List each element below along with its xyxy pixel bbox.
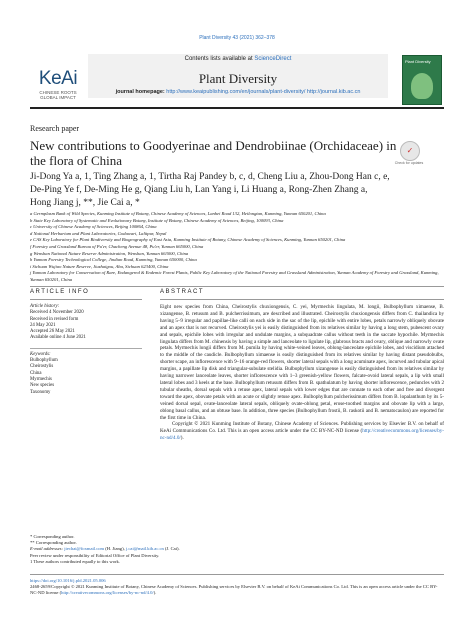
email-owner: (H. Jiang), xyxy=(104,546,126,552)
history-entry: Received 4 November 2020 xyxy=(30,310,84,316)
keyword: Taxonomy xyxy=(30,389,51,395)
abstract-rule xyxy=(160,299,444,300)
keyword: China xyxy=(30,370,42,376)
rights-text: 2468-2659/Copyright © 2021 Kunming Institute of Botany, Chinese Academy of Sciences. Publishing services by Elsevier B.V. on behalf of KeAi Communications Co. Ltd. This is an open access article under the CC BY-NC-ND license ( xyxy=(30,584,438,596)
email-link[interactable]: jiechai@foxmail.com xyxy=(64,546,105,552)
history-entry: Available online 4 June 2021 xyxy=(30,335,86,341)
keyword: Myrmechis xyxy=(30,376,52,382)
affiliation-list xyxy=(30,211,444,284)
journal-homepage xyxy=(88,89,388,95)
check-for-updates-label[interactable]: Check for updates xyxy=(394,161,424,165)
journal-title: Plant Diversity xyxy=(198,71,278,86)
abstract-heading: ABSTRACT xyxy=(160,289,205,295)
doi-link[interactable]: https://doi.org/10.1016/j.pld.2021.05.006 xyxy=(30,578,106,583)
peer-review-note: Peer review under responsibility of Editorial Office of Plant Diversity. xyxy=(30,552,160,558)
affiliation: a Germplasm Bank of Wild Species, Kunming Institute of Botany, Chinese Academy of Sciences, Lanhei Road 132, Heilongtan, Kunming, Yunnan 650201, China xyxy=(30,211,326,216)
history-entry: Accepted 26 May 2021 xyxy=(30,329,75,335)
keyword: Bulbophyllum xyxy=(30,358,58,364)
abstract-copyright xyxy=(160,421,444,442)
license-link[interactable]: http://creativecommons.org/licenses/by-nc-nd/4.0/ xyxy=(160,428,444,442)
email-owner: (J. Cai). xyxy=(163,546,180,552)
logo-word: KeAi xyxy=(38,68,78,89)
cover-plant-graphic xyxy=(411,73,433,99)
check-for-updates-icon[interactable]: ✓ xyxy=(400,141,420,161)
rights-end: ). xyxy=(153,590,157,596)
homepage-urls[interactable]: http://www.keaipublishing.com/en/journals/plant-diversity/ http://journal.kib.ac.cn xyxy=(166,89,361,95)
history-label: Article history: xyxy=(30,304,60,309)
affiliation: b State Key Laboratory of Systematic and Evolutionary Botany, Institute of Botany, Chinese Academy of Sciences, Beijing, 100093, China xyxy=(30,217,284,223)
header-rule xyxy=(30,107,444,109)
keywords-label: Keywords: xyxy=(30,351,51,357)
corresponding-author-note: * Corresponding author. xyxy=(30,534,75,539)
affiliation: i Sichuan Wujiao Nature Reserve, Jiuzhaigou, Aba, Sichuan 623400, China xyxy=(30,263,169,269)
article-title: New contributions to Goodyerinae and Dendrobiinae (Orchidaceae) in the flora of China xyxy=(30,138,397,168)
affiliation: d National Herbarium and Plant Laboratories, Godawari, Lalitpur, Nepal xyxy=(30,230,167,236)
article-info-heading: ARTICLE INFO xyxy=(30,289,90,295)
contents-list-line xyxy=(88,56,388,62)
homepage-label: journal homepage: xyxy=(115,89,165,95)
affiliation: e CAS Key Laboratory for Plant Biodiversity and Biogeography of East Asia, Kunming Institute of Botany, Chinese Academy of Sciences, Kunming, Yunnan 650201, China xyxy=(30,237,346,243)
history-entry: 24 May 2021 xyxy=(30,322,56,328)
cover-title: Plant Diversity xyxy=(405,59,431,64)
logo-tagline: CHINESE ROOTS GLOBAL IMPACT xyxy=(39,90,77,100)
keyword: Cheirostylis xyxy=(30,364,54,370)
author-line: Hong Jiang j, **, Jie Cai a, * xyxy=(30,198,140,208)
footnotes xyxy=(30,534,444,565)
sciencedirect-link[interactable]: ScienceDirect xyxy=(254,56,292,62)
keyword: New species xyxy=(30,383,55,389)
email-label: E-mail addresses: xyxy=(30,546,65,552)
keai-logo xyxy=(30,68,86,102)
copyright-end: ). xyxy=(180,435,184,442)
bottom-notice xyxy=(30,578,444,597)
equal-contribution-note: 1 These authors contributed equally to this work. xyxy=(30,558,120,564)
article-type: Research paper xyxy=(30,124,80,133)
affiliation: g Wenshan National Nature Reserve Administration, Wenshan, Yunnan 663000, China xyxy=(30,250,189,256)
section-divider xyxy=(30,286,444,287)
corresponding-author-note: ** Corresponding author. xyxy=(30,540,77,546)
affiliation: f Forestry and Grassland Bureau of Pu'er, Chacheng Avenue 48, Pu'er, Yunnan 665000, China xyxy=(30,243,204,249)
affiliation: j Yunnan Laboratory for Conservation of Rare, Endangered & Endemic Forest Plants, Public Key Laboratory of the National Forestry and Grassland Administration, Yunnan Academy of Forestry and Grassland, Kunming, Yunnan 650201, China xyxy=(30,270,439,282)
copyright-text: Copyright © 2021 Kunming Institute of Botany, Chinese Academy of Sciences. Publishing services by Elsevier B.V. on behalf of KeAi Communications Co. Ltd. This is an open access article under the CC BY-NC-ND license ( xyxy=(160,421,444,435)
article-info-panel xyxy=(30,304,142,396)
footer-divider xyxy=(30,574,444,575)
email-link[interactable]: j.cai@mail.kib.ac.cn xyxy=(125,546,164,552)
rights-license-link[interactable]: http://creativecommons.org/licenses/by-nc-nd/4.0/ xyxy=(61,590,154,596)
affiliation: h Yunnan Forestry Technological College, Jindian Road, Kunming, Yunnan 650000, China xyxy=(30,257,197,263)
affiliation: c University of Chinese Academy of Sciences, Beijing 100864, China xyxy=(30,224,157,230)
abstract-body xyxy=(160,304,444,442)
author-list xyxy=(30,171,440,210)
rights-statement xyxy=(30,584,444,596)
article-info-rule xyxy=(30,299,142,300)
author-line: Ji-Dong Ya a, 1, Ting Zhang a, 1, Tirtha Raj Pandey b, c, d, Cheng Liu a, Zhou-Dong Han c, e, xyxy=(30,172,390,182)
journal-cover-image[interactable] xyxy=(402,55,442,105)
journal-citation[interactable]: Plant Diversity 43 (2021) 362–378 xyxy=(199,35,275,41)
contents-prefix: Contents lists available at xyxy=(184,56,255,62)
history-entry: Received in revised form xyxy=(30,316,79,322)
abstract-text: Eight new species from China, Cheirostylis chuxiongensis, C. yei, Myrmechis lingulata, M. longii, Bulbophyllum ximaense, B. xizangense, B. retusum and B. pulcherrissimum, are described and illustrated. Cheirostylis chuxiongensis differs from C. thailandica by having 5–9 irregular and papillae-like calli on each side in the sac of the lip, epichile with entire lobes, petals narrowly obliquely obovate and an apex that is not recurved. Cheirostylis yei is easily distinguished from its relatives similar by having a long stem, pubescent ovary and sepals, epichile lobes with irregular and undulate margins, a subquadrate callus without teeth in the saccate hypochile. Myrmechis lingulata differs from M. chinensis by having a simple and lanceolate to ligulate lip, glabrous bracts and ovary, oblique and narrowly ovate petals. Myrmechis longii differs from M. pumila by having white-veined leaves, oblong-lanceolate epichile lobes, and viscidium attached to the middle of the caudicle. Bulbophyllum ximaense is easily distinguished from its relatives similar by having distant pseudobulbs, shorter scape, an inflorescence with 9–16 orange-red flowers, shorter lateral sepals with a long acuminate apex, incurved and tubular apical margins, a papillate lip disk and triangular-subulate stelidia. Bulbophyllum xizangense is easily distinguished from its relatives similar by having narrower lanceolate leaves, shorter inflorescence with 1–3 greenish-yellow flowers, falcate-ovoid lateral sepals, a lip with small lateral lobes and 3 keels at the base. Bulbophyllum retusum differs from B. spathulatum by having shorter inflorescence, peduncles with 2 tubular sheaths, dorsal sepals with a retuse apex, lateral sepals with lower edges that are connate to each other and free and divergent toward the apex, obovate petals with an acute or slightly retuse apex. Bulbophyllum pulcherissimum differs from B. lopalanthum by its 5-veined dorsal sepal, ovate-lanceolate lateral sepals, obliquely ovate-oblong petal, erose-toothed margins and obovate lip with a large, oblong basal callus, and an obtuse base. In addition, three species (Bulbophyllum frostii, B. raskotii and B. nematocaulon) are reported for the first time in China. xyxy=(160,304,445,421)
author-line: De-Ping Ye f, De-Ming He g, Qiang Liu h, Lan Yang i, Li Huang a, Rong-Zhen Zhang a, xyxy=(30,185,368,195)
